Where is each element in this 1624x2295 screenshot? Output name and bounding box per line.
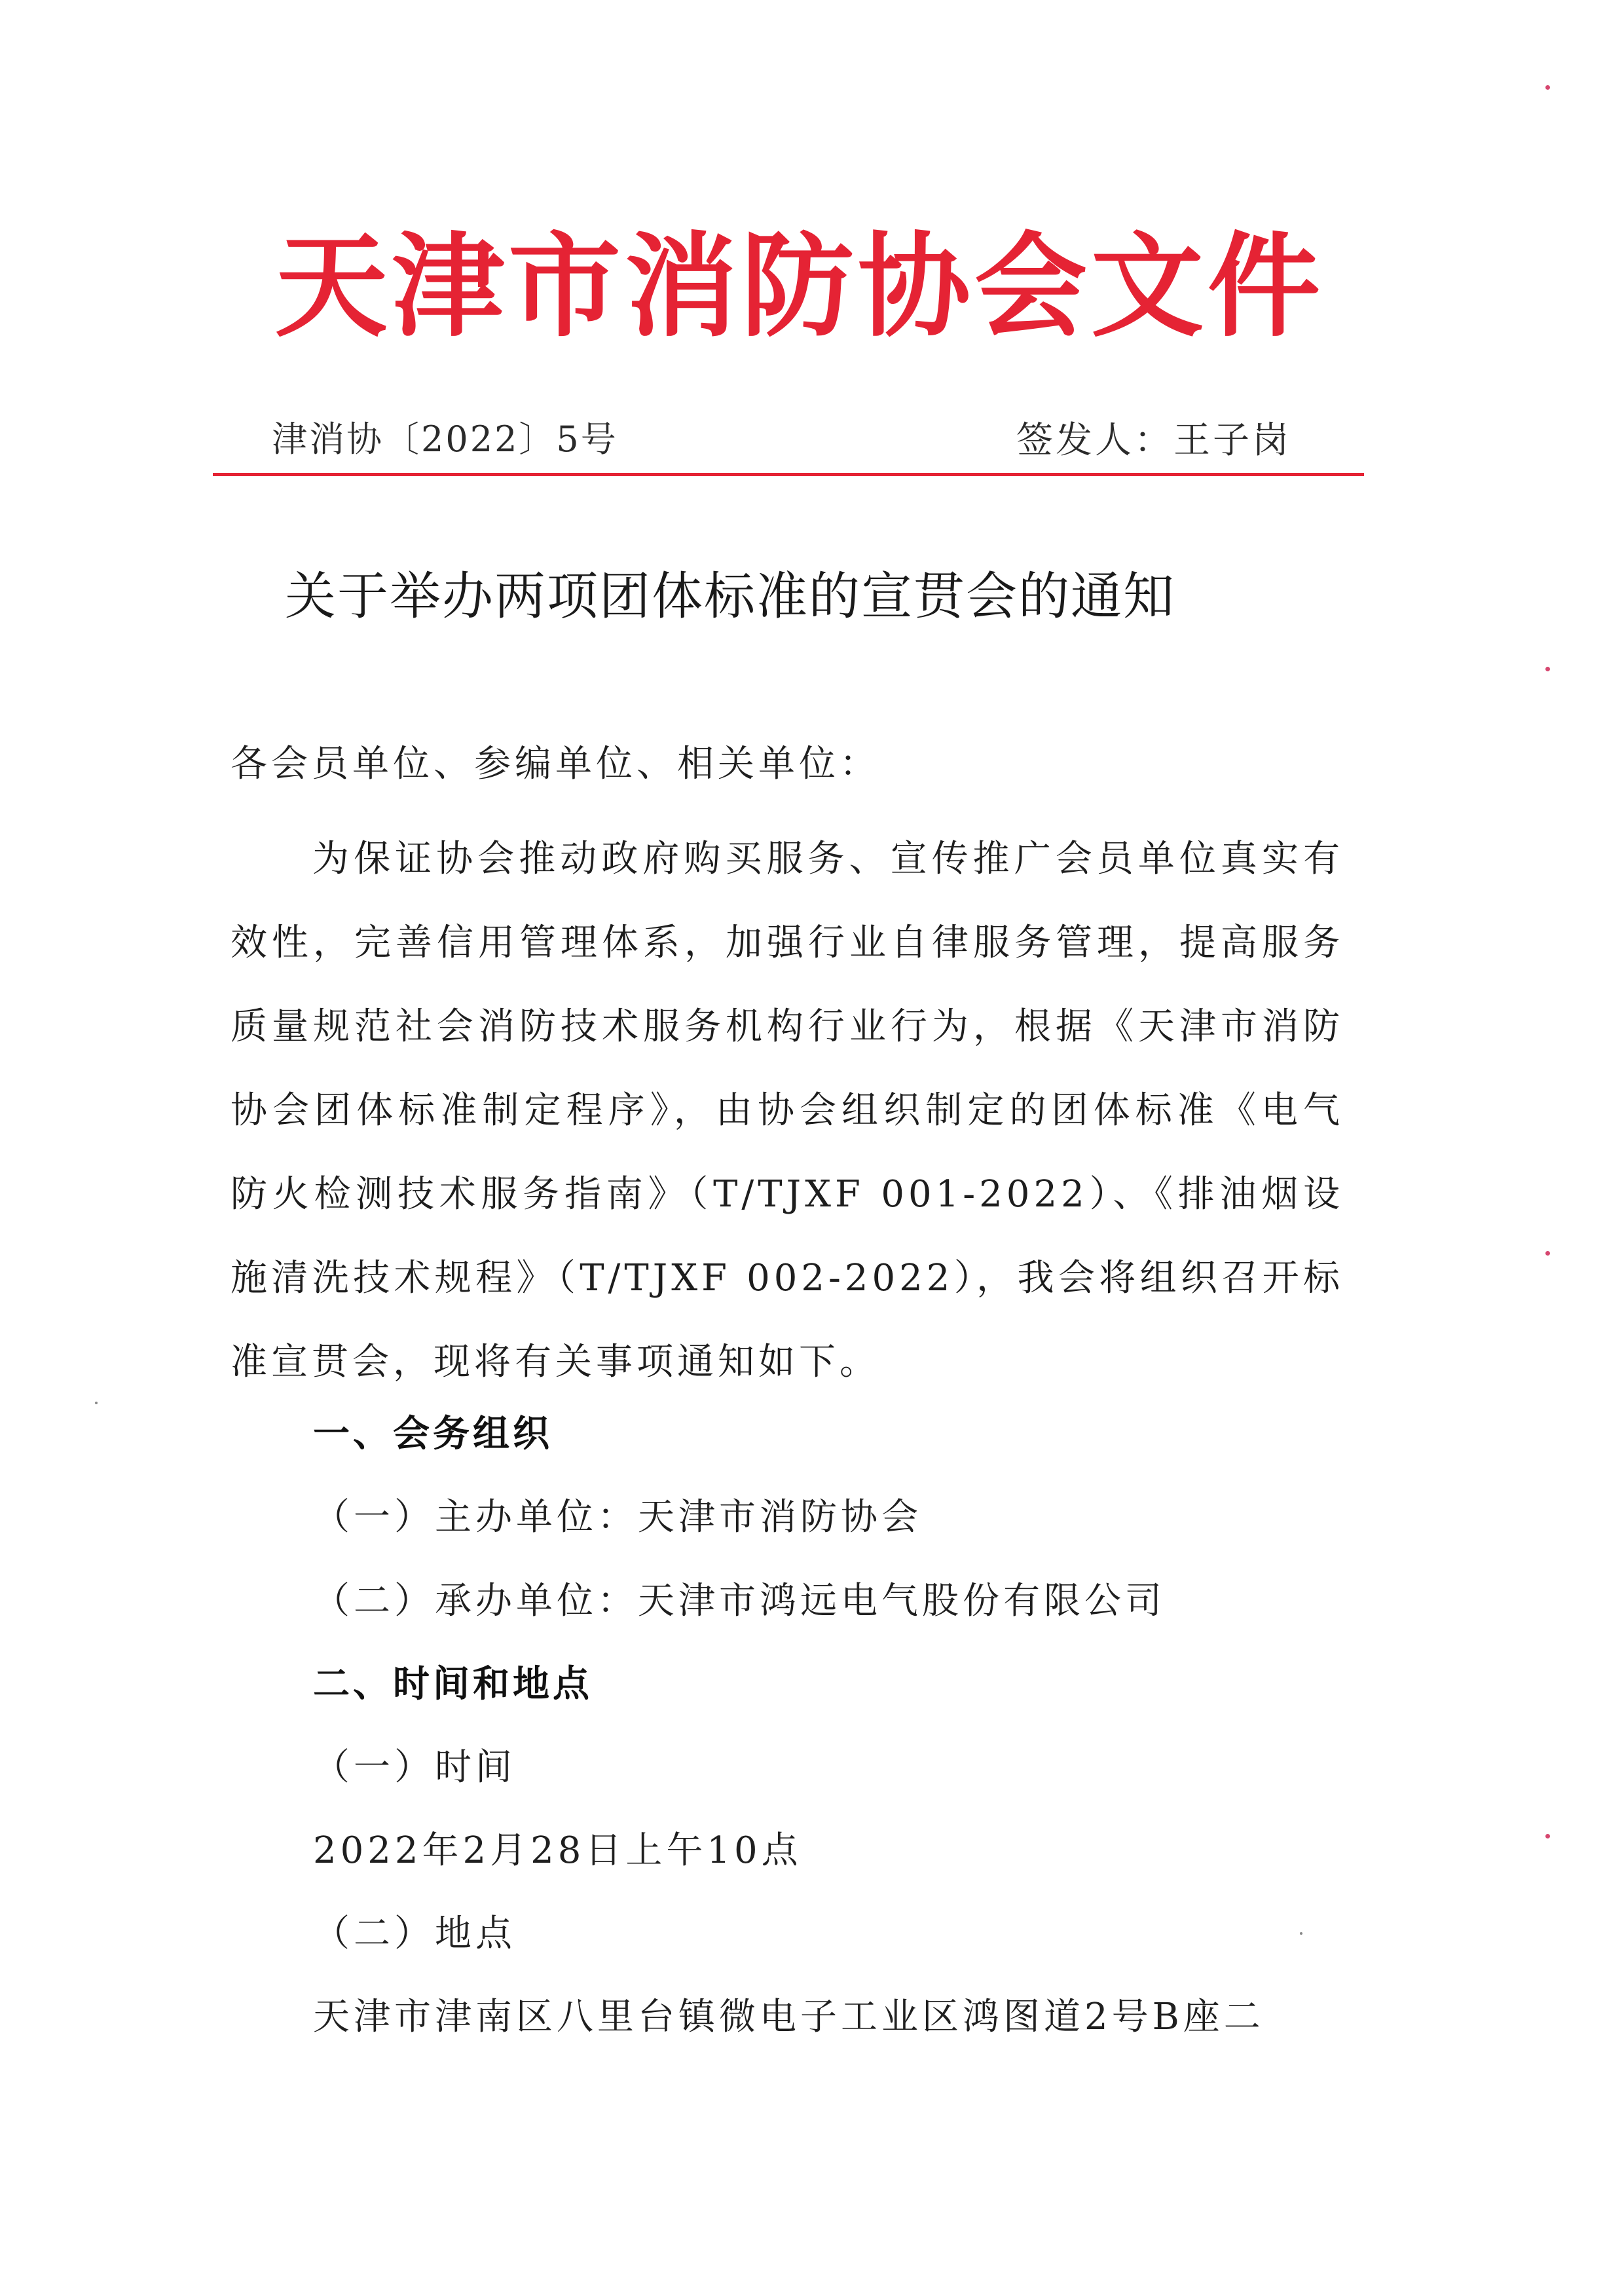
body-paragraph-text: 为保证协会推动政府购买服务、宣传推广会员单位真实有效性，完善信用管理体系，加强行业自律服务管理，提高服务质量规范社会消防技术服务机构行业行为，根据《天津市消防协会团体标准制定程序》，由协会组织制定的团体标准《电气防火检测技术服务指南》（T/TJXF 001-2022）、《排油烟设施清洗技术规程》（T/TJXF 002-2022），我会将组织召开标准宣贯会，现将有关事项通知如下。: [231, 838, 1344, 1383]
section-heading-time-place: 二、时间和地点: [313, 1663, 593, 1706]
scan-mark: [1545, 667, 1550, 671]
scan-speck: [95, 1402, 98, 1404]
section-heading-organization: 一、会务组织: [313, 1413, 553, 1455]
co-organizer-item: （二）承办单位：天津市鸿远电气股份有限公司: [313, 1580, 1166, 1622]
document-header-title: 天津市消防协会文件: [275, 221, 1324, 352]
scan-mark: [1545, 1251, 1550, 1256]
scan-mark: [1545, 85, 1550, 90]
document-number: 津消协〔2022〕5号: [272, 419, 618, 460]
body-paragraph: [231, 817, 1344, 1404]
scan-mark: [1545, 1834, 1550, 1838]
issuer-signature: 签发人：王子岗: [1016, 419, 1291, 462]
organizer-item: （一）主办单位：天津市消防协会: [313, 1496, 922, 1539]
red-divider-line: [213, 473, 1364, 476]
meeting-date: 2022年2月28日上午10点: [313, 1829, 802, 1872]
meeting-address: 天津市津南区八里台镇微电子工业区鸿图道2号B座二: [313, 1996, 1264, 2038]
salutation: 各会员单位、参编单位、相关单位：: [231, 743, 880, 785]
location-subheading: （二）地点: [313, 1912, 516, 1955]
notice-title: 关于举办两项团体标准的宣贯会的通知: [285, 567, 1176, 626]
scan-speck: [1300, 1932, 1302, 1935]
time-subheading: （一）时间: [313, 1746, 516, 1789]
